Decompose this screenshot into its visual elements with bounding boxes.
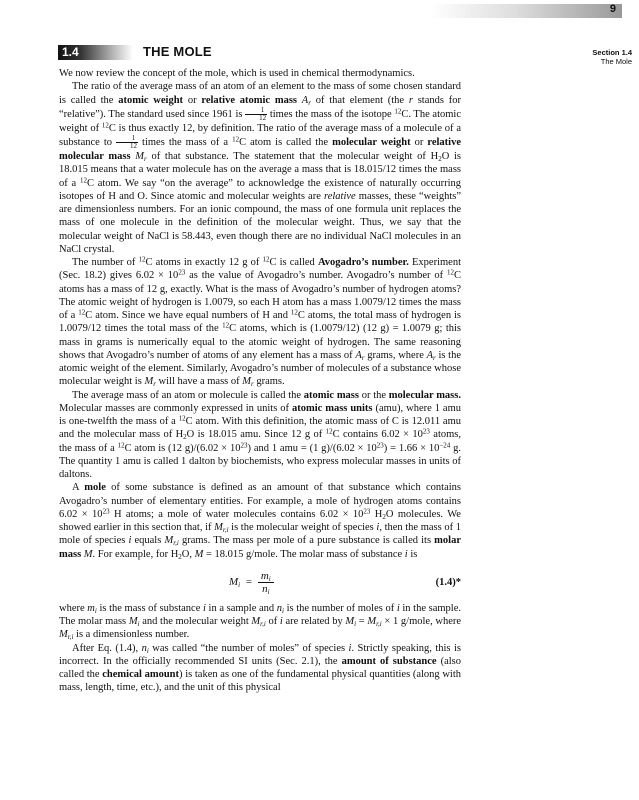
margin-section-number: Section 1.4 — [592, 48, 632, 57]
equation-1-4 — [59, 566, 461, 598]
term-atomic-mass: atomic mass — [303, 389, 359, 401]
margin-section-title: The Mole — [600, 57, 632, 66]
equation-fraction: $\frac{m_i}{n_i}$ — [258, 570, 274, 595]
term-atomic-mass-units: atomic mass units — [291, 402, 373, 414]
equation-number: (1.4)* — [435, 576, 461, 588]
paragraph-amount-of-substance: After Eq. (1.4), $n_i$ was called “the number of moles” of species i. Strictly speaking, this is incorrect. In the officially recommended SI units (Sec. 2.1), the amount of substance (also called the chemical amount) is taken as one of the fundamental physical quantities (along with mass, length, time, etc.), and the unit of this physical — [59, 642, 462, 694]
fraction-one-twelfth: $\frac{1}{12}$ — [116, 135, 138, 150]
term-avogadro-number: Avogadro’s number. — [317, 257, 409, 268]
paragraph-atomic-mass: The average mass of an atom or molecule is called the atomic mass or the molecular mass. Molecular masses are commonly expressed in units of atomic mass units (amu), where 1 amu is one-twelfth the mass of a $^{12}$C atom. With this definition, the atomic mass of C is 12.011 amu and the molecular mass of $H_2O$ is 18.015 amu. Since 12 g of $^{12}$C contains $6.02 \times 10^{23}$ atoms, the mass of a $^{12}$C atom is (12 $g)/(6.02 \times 10^{23})$ and 1 amu = (1 $g)/(6.02 \times 10^{23}) = 1.66 \times 10^{-24}$ g. The quantity 1 amu is called 1 dalton by biochemists, who express molecular masses in units of daltons. — [59, 389, 461, 480]
paragraph-where: where $m_i$ is the mass of substance i in a sample and $n_i$ is the number of moles of i in the sample. The molar mass $M_i$ and the molecular weight $M_{r,i}$ of i are related by $M_i = M_{r,i} \times 1$ g/mole, where $M_{r,i}$ is a dimensionless number. — [59, 602, 462, 642]
term-atomic-weight: atomic weight — [118, 94, 184, 106]
term-molecular-weight: molecular weight — [332, 137, 411, 148]
section-title: THE MOLE — [143, 44, 212, 59]
term-molar-mass: molar mass — [59, 535, 461, 560]
term-chemical-amount: chemical amount — [102, 669, 180, 680]
paragraph-intro: We now review the concept of the mole, which is used in chemical thermodynamics. — [59, 68, 415, 79]
term-relative-atomic-mass: relative atomic mass — [201, 94, 298, 106]
term-amount-of-substance: amount of substance — [341, 655, 437, 667]
paragraph-mole: A mole of some substance is defined as an amount of that substance which contains Avogadro’s number of elementary entities. For example, a mole of hydrogen atoms contains $6.02 \times 10^{23}$ H atoms; a mole of water molecules contains $6.02 \times 10^{23}$ $H_2O$ molecules. We showed earlier in this section that, if $M_{r,i}$ is the molecular weight of species i, then the mass of 1 mole of species i equals $M_{r,i}$ grams. The mass per mole of a pure substance is called its molar mass M. For example, for $H_2O$, M = 18.015 g/mole. The molar mass of substance i is — [59, 482, 461, 561]
section-number-band — [58, 45, 133, 60]
page-number-tab — [430, 4, 622, 18]
page-number: 9 — [609, 3, 616, 15]
body-text — [59, 67, 461, 695]
term-relative-molecular-mass: relative molecular mass — [59, 137, 461, 162]
section-number: 1.4 — [62, 45, 79, 59]
margin-section-label — [548, 48, 632, 66]
term-mole: mole — [84, 482, 106, 494]
paragraph-avogadro: The number of $^{12}$C atoms in exactly 12 g of $^{12}$C is called Avogadro’s number. Experiment (Sec. 18.2) gives $6.02 \times 10^{23}$ as the value of Avogadro’s number. Avogadro’s number of $^{12}$C atoms has a mass of 12 g, exactly. What is the mass of Avogadro’s number of hydrogen atoms? The atomic weight of hydrogen is 1.0079, so each H atom has a mass 1.0079/12 times the mass of a $^{12}$C atom. Since we have equal numbers of H and $^{12}$C atoms, the total mass of hydrogen is 1.0079/12 times the total mass of the $^{12}$C atoms, which is (1.0079/12) (12 g) = 1.0079 g; this mass in grams is numerically equal to the atomic weight of hydrogen. The same reasoning shows that Avogadro’s number of atoms of any element has a mass of $A_r$ grams, where $A_r$ is the atomic weight of the element. Similarly, Avogadro’s number of molecules of a substance whose molecular weight is $M_r$ will have a mass of $M_r$ grams. — [59, 255, 461, 389]
term-molecular-mass: molecular mass. — [388, 389, 461, 401]
fraction-one-twelfth: $\frac{1}{12}$ — [245, 107, 267, 122]
paragraph-atomic-weight: The ratio of the average mass of an atom of an element to the mass of some chosen standard is called the atomic weight or relative atomic mass $A_r$ of that element (the r stands for “relative”). The standard used since 1961 is $\frac{1}{12}$ times the mass of the isotope $^{12}$C. The atomic weight of $^{12}$C is thus exactly 12, by definition. The ratio of the average mass of a molecule of a substance to $\frac{1}{12}$ times the mass of a $^{12}$C atom is called the molecular weight or relative molecular mass $M_r$ of that substance. The statement that the molecular weight of $H_2O$ is 18.015 means that a water molecule has on the average a mass that is 18.015/12 times the mass of a $^{12}$C atom. We say “on the average” to acknowledge the existence of naturally occurring isotopes of H and O. Since atomic and molecular weights are relative masses, these “weights” are dimensionless numbers. For an ionic compound, the mass of one formula unit replaces the mass of one molecule in the definition of the molecular weight. Thus, we say that the molecular weight of NaCl is 58.443, even though there are no individual NaCl molecules in an NaCl crystal. — [59, 81, 462, 255]
equation-molar-mass: $M_i$ = $\frac{m_i}{n_i}$ — [229, 570, 274, 595]
